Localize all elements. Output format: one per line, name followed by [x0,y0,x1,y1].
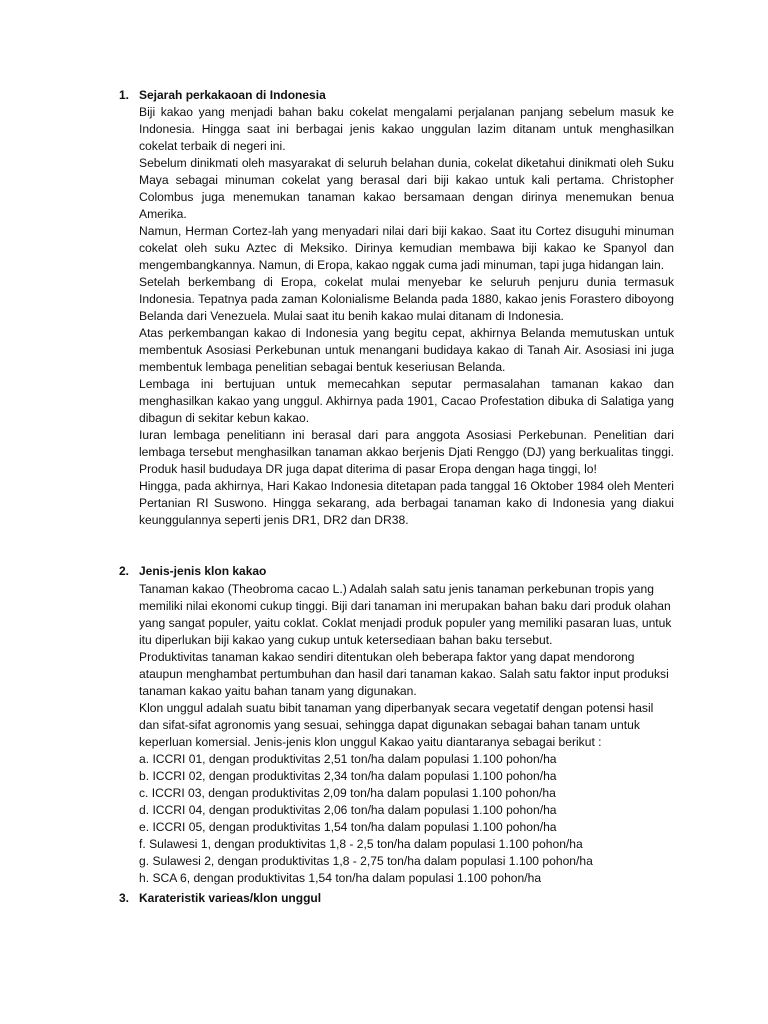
list-item: c. ICCRI 03, dengan produktivitas 2,09 ton/ha dalam populasi 1.100 pohon/ha [139,786,556,800]
paragraph: Tanaman kakao (Theobroma cacao L.) Adalah salah satu jenis tanaman perkebunan tropis yang memiliki nilai ekonomi cukup tinggi. Biji dari tanaman ini merupakan bahan baku dari produk olahan yang sangat populer, yaitu coklat. Coklat menjadi produk populer yang memiliki pasaran luas, untuk itu diperlukan biji kakao yang cukup untuk ketersediaan bahan baku tersebut. [139,582,672,647]
paragraph: Klon unggul adalah suatu bibit tanaman yang diperbanyak secara vegetatif dengan potensi hasil dan sifat-sifat agronomis yang sesuai, sehingga dapat digunakan sebagai bahan tanam untuk keperluan komersial. Jenis-jenis klon unggul Kakao yaitu diantaranya sebagai berikut : [139,701,654,749]
section-heading [119,890,321,906]
section-body [139,104,674,529]
paragraph: Biji kakao yang menjadi bahan baku cokelat mengalami perjalanan panjang sebelum masuk ke Indonesia. Hingga saat ini berbagai jenis kakao unggulan lazim ditanam untuk menghasilkan cokelat terbaik di negeri ini. [139,105,674,153]
clone-list [139,751,674,887]
section-heading [119,87,326,103]
list-item: a. ICCRI 01, dengan produktivitas 2,51 ton/ha dalam populasi 1.100 pohon/ha [139,752,557,766]
list-item: e. ICCRI 05, dengan produktivitas 1,54 ton/ha dalam populasi 1.100 pohon/ha [139,820,557,834]
list-item: h. SCA 6, dengan produktivitas 1,54 ton/ha dalam populasi 1.100 pohon/ha [139,871,542,885]
list-item: d. ICCRI 04, dengan produktivitas 2,06 ton/ha dalam populasi 1.100 pohon/ha [139,803,557,817]
section-number: 3. [119,891,130,905]
paragraph: Produktivitas tanaman kakao sendiri ditentukan oleh beberapa faktor yang dapat mendorong ataupun menghambat pertumbuhan dan hasil dari tanaman kakao. Salah satu faktor input produksi tanaman kakao yaitu bahan tanam yang digunakan. [139,650,669,698]
section-body [139,581,674,887]
section-number: 1. [119,88,130,102]
section-title: Sejarah perkakaoan di Indonesia [139,88,326,102]
paragraph: Hingga, pada akhirnya, Hari Kakao Indonesia ditetapan pada tanggal 16 Oktober 1984 oleh Menteri Pertanian RI Suswono. Hingga sekarang, ada berbagai tanaman kako di Indonesia yang diakui keunggulannya seperti jenis DR1, DR2 dan DR38. [139,479,674,527]
list-item: b. ICCRI 02, dengan produktivitas 2,34 ton/ha dalam populasi 1.100 pohon/ha [139,769,557,783]
section-number: 2. [119,564,130,578]
list-item: f. Sulawesi 1, dengan produktivitas 1,8 - 2,5 ton/ha dalam populasi 1.100 pohon/ha [139,837,583,851]
paragraph: Lembaga ini bertujuan untuk memecahkan seputar permasalahan tamanan kakao dan menghasilkan kakao yang unggul. Akhirnya pada 1901, Cacao Profestation dibuka di Salatiga yang dibagun di sekitar kebun kakao. [139,377,674,425]
paragraph: Atas perkembangan kakao di Indonesia yang begitu cepat, akhirnya Belanda memutuskan untuk membentuk Asosiasi Perkebunan untuk menangani budidaya kakao di Tanah Air. Asosiasi ini juga membentuk lembaga penelitian sebagai bentuk keseriusan Belanda. [139,326,674,374]
section-heading [119,563,266,579]
section-title: Karateristik varieas/klon unggul [139,891,322,905]
paragraph: Iuran lembaga penelitiann ini berasal dari para anggota Asosiasi Perkebunan. Penelitian dari lembaga tersebut menghasilkan tanaman akkao berjenis Djati Renggo (DJ) yang berkualitas tinggi. Produk hasil bududaya DR juga dapat diterima di pasar Eropa dengan haga tinggi, lo! [139,428,674,476]
list-item: g. Sulawesi 2, dengan produktivitas 1,8 - 2,75 ton/ha dalam populasi 1.100 pohon/ha [139,854,593,868]
paragraph: Setelah berkembang di Eropa, cokelat mulai menyebar ke seluruh penjuru dunia termasuk Indonesia. Tepatnya pada zaman Kolonialisme Belanda pada 1880, kakao jenis Forastero diboyong Belanda dari Venezuela. Mulai saat itu benih kakao mulai ditanam di Indonesia. [139,275,674,323]
paragraph: Sebelum dinikmati oleh masyarakat di seluruh belahan dunia, cokelat diketahui dinikmati oleh Suku Maya sebagai minuman cokelat yang berasal dari biji kakao untuk kali pertama. Christopher Colombus juga menemukan tanaman kakao bersamaan dengan dirinya menemukan benua Amerika. [139,156,674,221]
section-title: Jenis-jenis klon kakao [139,564,267,578]
paragraph: Namun, Herman Cortez-lah yang menyadari nilai dari biji kakao. Saat itu Cortez disuguhi minuman cokelat oleh suku Aztec di Meksiko. Dirinya kemudian membawa biji kakao ke Spanyol dan mengembangkannya. Namun, di Eropa, kakao nggak cuma jadi minuman, tapi juga hidangan lain. [139,224,674,272]
